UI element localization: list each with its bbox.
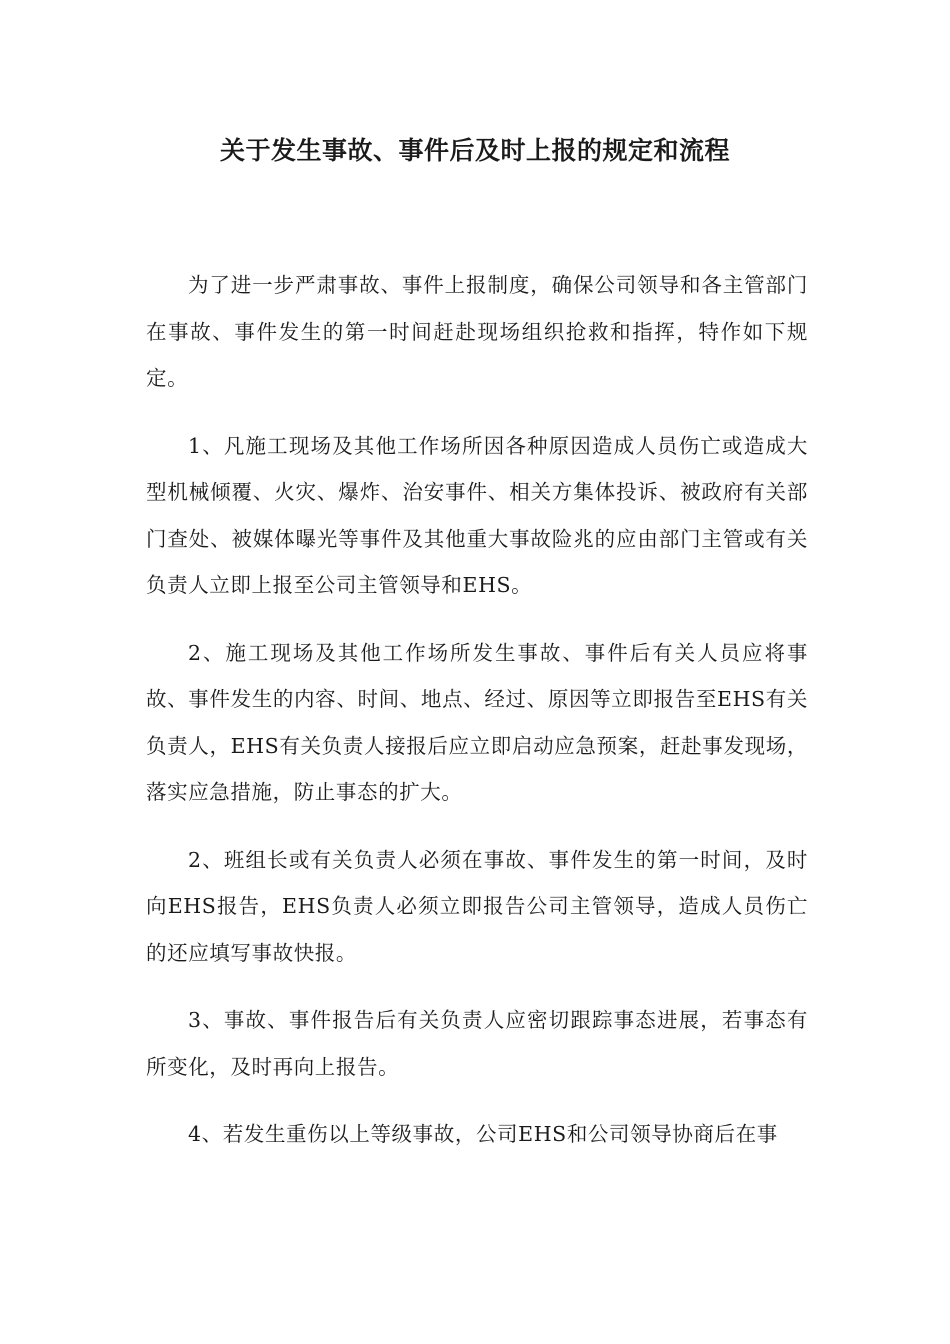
document-body [146,262,808,1179]
paragraph-item-3: 3、事故、事件报告后有关负责人应密切跟踪事态进展，若事态有所变化，及时再向上报告。 [146,1008,808,1079]
paragraph-item-1: 1、凡施工现场及其他工作场所因各种原因造成人员伤亡或造成大型机械倾覆、火灾、爆炸、治安事件、相关方集体投诉、被政府有关部门查处、被媒体曝光等事件及其他重大事故险兆的应由部门主管或有关负责人立即上报至公司主管领导和EHS。 [146,433,808,597]
paragraph-intro: 为了进一步严肃事故、事件上报制度，确保公司领导和各主管部门在事故、事件发生的第一时间赶赴现场组织抢救和指挥，特作如下规定。 [146,273,808,390]
paragraph-item-2b: 2、班组长或有关负责人必须在事故、事件发生的第一时间，及时向EHS报告，EHS负责人必须立即报告公司主管领导，造成人员伤亡的还应填写事故快报。 [146,847,808,965]
paragraph-item-4: 4、若发生重伤以上等级事故，公司EHS和公司领导协商后在事 [188,1122,778,1146]
document-title: 关于发生事故、事件后及时上报的规定和流程 [219,136,730,165]
paragraph-item-2a: 2、施工现场及其他工作场所发生事故、事件后有关人员应将事故、事件发生的内容、时间、地点、经过、原因等立即报告至EHS有关负责人，EHS有关负责人接报后应立即启动应急预案，赶赴事发现场，落实应急措施，防止事态的扩大。 [146,640,808,804]
